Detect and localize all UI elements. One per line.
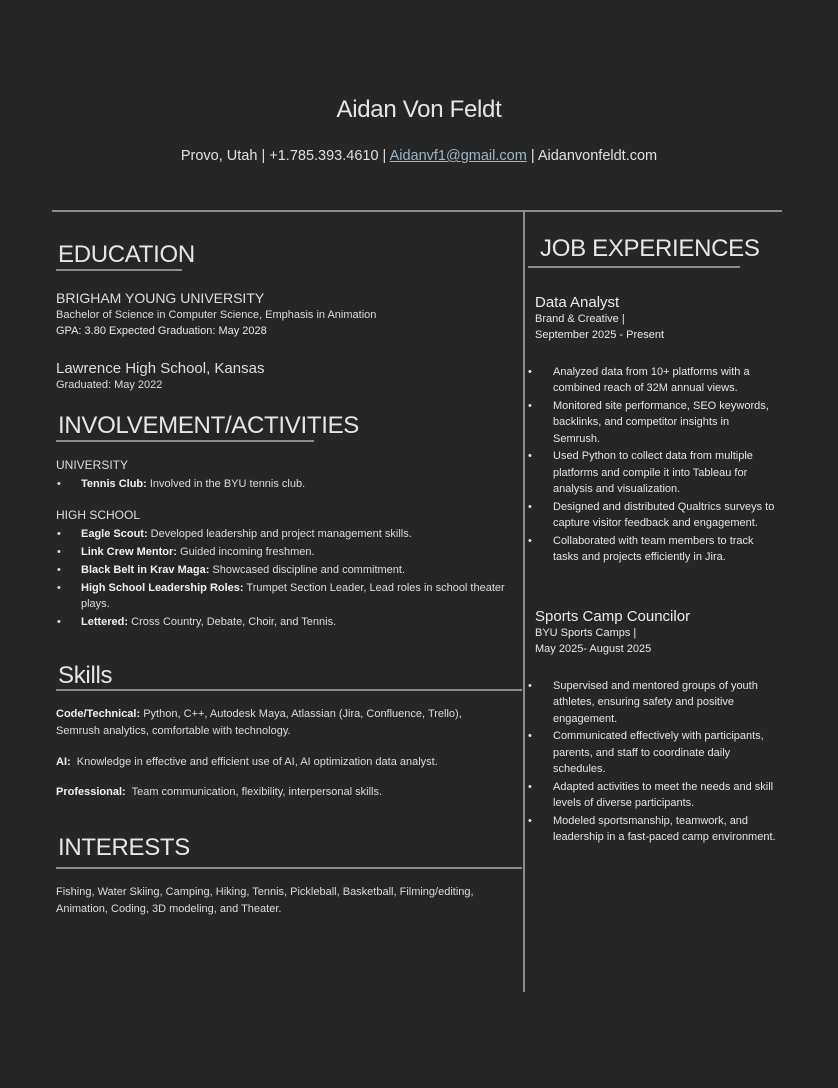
list-item (528, 813, 778, 846)
school-detail: GPA: 3.80 Expected Graduation: May 2028 (56, 325, 267, 337)
school-name: BRIGHAM YOUNG UNIVERSITY (56, 290, 265, 306)
separator: | (526, 148, 538, 164)
item-text: Cross Country, Debate, Choir, and Tennis. (128, 616, 337, 628)
bullet-text: Designed and distributed Qualtrics surveys to capture visitor feedback and engagement. (553, 500, 775, 530)
bullet-text: Collaborated with team members to track tasks and projects efficiently in Jira. (553, 534, 754, 564)
item-text: Involved in the BYU tennis club. (146, 478, 306, 490)
bullet-icon: • (57, 546, 61, 558)
jobs-underline (528, 266, 740, 268)
skill-ai (56, 754, 526, 771)
contact-line (0, 148, 838, 164)
job-company: BYU Sports Camps | (535, 627, 637, 639)
bullet-text: Analyzed data from 10+ platforms with a combined reach of 32M annual views. (553, 366, 750, 395)
education-underline (56, 269, 182, 271)
list-item (528, 364, 778, 397)
job-dates: May 2025- August 2025 (535, 643, 652, 655)
website: Aidanvonfeldt.com (537, 148, 658, 164)
bullet-icon: • (57, 582, 61, 594)
separator: | (378, 148, 390, 164)
bullet-icon: • (528, 680, 532, 692)
skills-heading: Skills (58, 662, 113, 689)
interests-text: Fishing, Water Skiing, Camping, Hiking, Tennis, Pickleball, Basketball, Filming/editing, Animation, Coding, 3D modeling, and Theater. (56, 886, 474, 915)
skill-code (56, 706, 496, 739)
interests-underline (56, 867, 522, 869)
bullet-icon: • (57, 564, 61, 576)
bullet-icon: • (57, 616, 61, 628)
education-heading: EDUCATION (58, 241, 195, 268)
separator: | (257, 148, 270, 164)
bullet-icon: • (57, 528, 61, 540)
bullet-icon: • (528, 780, 532, 793)
item-label: Eagle Scout: (81, 528, 148, 540)
list-item (56, 614, 526, 630)
item-text: Developed leadership and project management skills. (147, 528, 412, 540)
job-bullets (528, 678, 778, 847)
skill-text: Python, C++, Autodesk Maya, Atlassian (Jira, Confluence, Trello), Semrush analytics, comfortable with technology. (56, 708, 462, 737)
bullet-icon: • (528, 730, 532, 743)
interests-heading: INTERESTS (58, 834, 190, 861)
group-label: HIGH SCHOOL (56, 508, 141, 522)
list-item (528, 779, 778, 812)
jobs-heading: JOB EXPERIENCES (540, 235, 760, 262)
item-label: Lettered: (81, 616, 129, 628)
item-label: High School Leadership Roles: (81, 582, 244, 594)
job-bullets (528, 364, 778, 567)
skill-label: Professional: (56, 786, 126, 798)
item-text: Trumpet Section Leader, Lead roles in school theater plays. (81, 582, 505, 610)
bullet-icon: • (528, 500, 532, 513)
skill-text: Knowledge in effective and efficient use of AI, AI optimization data analyst. (70, 756, 438, 768)
list-item (528, 728, 778, 777)
list-item (56, 544, 526, 560)
skill-professional (56, 784, 526, 801)
university-activities (56, 476, 526, 494)
bullet-text: Supervised and mentored groups of youth athletes, ensuring safety and positive engagement. (553, 680, 758, 725)
location: Provo, Utah (180, 148, 258, 164)
skill-text: Team communication, flexibility, interpersonal skills. (125, 786, 383, 798)
job-title: Data Analyst (535, 294, 620, 311)
bullet-text: Monitored site performance, SEO keywords, backlinks, and competitor insights in Semrush. (553, 400, 769, 445)
bullet-icon: • (528, 400, 532, 413)
involvement-underline (56, 440, 314, 442)
bullet-text: Adapted activities to meet the needs and skill levels of diverse participants. (553, 780, 774, 810)
skill-label: Code/Technical: (56, 708, 141, 720)
bullet-text: Modeled sportsmanship, teamwork, and leadership in a fast-paced camp environment. (553, 814, 776, 844)
job-title: Sports Camp Councilor (535, 608, 691, 625)
item-label: Tennis Club: (81, 478, 147, 490)
bullet-icon: • (528, 366, 532, 378)
list-item (56, 526, 526, 542)
group-label: UNIVERSITY (56, 458, 129, 472)
bullet-icon: • (528, 534, 532, 547)
job-dates: September 2025 - Present (535, 329, 665, 341)
school-detail: Graduated: May 2022 (56, 379, 163, 391)
involvement-heading: INVOLVEMENT/ACTIVITIES (58, 412, 360, 439)
school-degree: Bachelor of Science in Computer Science, Emphasis in Animation (56, 309, 377, 321)
list-item (528, 678, 778, 727)
list-item (528, 398, 778, 447)
job-company: Brand & Creative | (535, 313, 625, 325)
bullet-text: Used Python to collect data from multiple platforms and compile it into Tableau for analysis and visualization. (553, 450, 753, 496)
resume-name: Aidan Von Feldt (336, 96, 502, 123)
list-item (56, 580, 526, 612)
item-text: Showcased discipline and commitment. (209, 564, 406, 576)
skills-underline (56, 689, 522, 691)
list-item (528, 533, 778, 566)
skill-label: AI: (56, 756, 71, 768)
school-name: Lawrence High School, Kansas (56, 360, 265, 377)
phone: +1.785.393.4610 (269, 148, 379, 164)
item-label: Black Belt in Krav Maga: (81, 564, 210, 576)
bullet-icon: • (528, 814, 532, 827)
item-text: Guided incoming freshmen. (176, 546, 315, 558)
list-item (528, 499, 778, 532)
high-school-activities (56, 526, 526, 632)
list-item (56, 476, 526, 492)
list-item (528, 448, 778, 497)
email-link[interactable]: Aidanvf1@gmail.com (389, 148, 527, 164)
list-item (56, 562, 526, 578)
bullet-icon: • (528, 450, 532, 463)
bullet-icon: • (57, 478, 61, 490)
item-label: Link Crew Mentor: (81, 546, 177, 558)
bullet-text: Communicated effectively with participants, parents, and staff to coordinate daily schedules. (553, 730, 764, 775)
header-divider (52, 210, 782, 212)
